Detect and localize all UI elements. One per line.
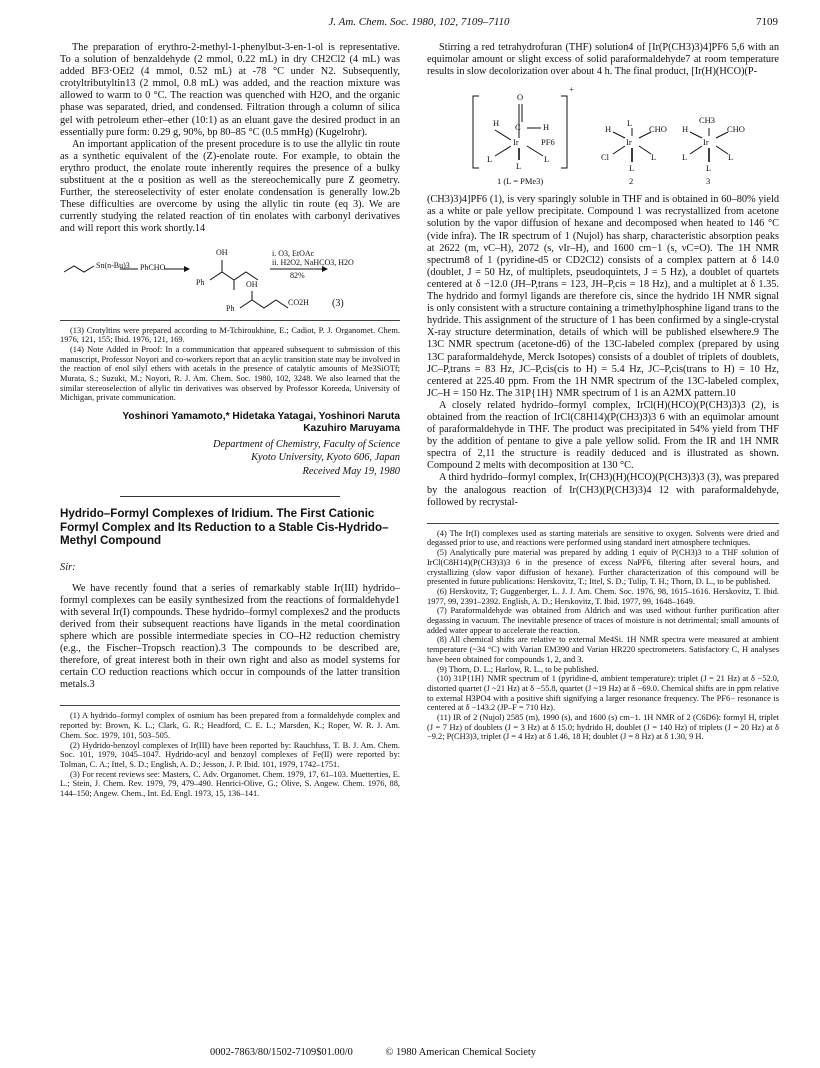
characterization-paragraph: (CH3)3)4]PF6 (1), is very sparingly soluble in THF and is obtained in 60–80% yield as a white or pale yellow precipitate. Compound 1 was recrystallized from acetone solution by the vapor diffusion of hexane and decomposed when heated to 146 °C (vide infra). The IR spectrum of 1 (Nujol) has sharp, characteristic absorption peaks at 2622 (m, νC–H), 2072 (s, νIr–H), and 1600 cm−1 (s, νC=O). The 1H NMR spectrum8 of 1 (pyridine-d5 or CD2Cl2) consists of a complex pattern at δ 14.0 (doublet, J = 50 Hz, of multiplets, pseudoquintets, J = 5 Hz), a doublet of quartets centered at δ −12.0 (JH–P,trans = 123, JH–P,cis = 18 Hz), and a multiplet at δ 1.35. The hydrido and formyl ligands are therefore cis, since the hydrido 1H NMR signal is only consistent with a structure containing a trimethylphosphine ligand trans to the hydride. This assignment of the structure of 1 has been confirmed by a single-crystal X-ray structure determination, details of which will be published elsewhere.9 The 13C NMR spectrum (acetone-d6) of the 13C-labeled complex (prepared by using 13C paraformaldehyde, Merck Isotopes) consists of a doublet of triplets of doublets, JC–P,trans = 83 Hz, JC–P,cis(cis to H) = 5.4 Hz, JC–P,cis(trans to H) = 10 Hz, centered at 225.40 ppm. From the 1H NMR spectrum of the 13C-labeled complex, JC–H = 150 Hz. The 31P{1H} NMR spectrum of 1 is an A2MX pattern.10 <box>427 194 779 399</box>
s2-chloride: Cl <box>601 152 610 163</box>
phenyl-label: Ph <box>196 277 205 287</box>
equation-number: (3) <box>332 297 344 309</box>
s3-ligand-right: L <box>728 152 734 163</box>
s3-methyl: CH3 <box>699 115 716 126</box>
footnote-10: (10) 31P{1H} NMR spectrum of 1 (pyridine-d, ambient temperature): triplet (J = 21 Hz) at δ −52.0, distorted quartet (J ~21 Hz) at δ −55.8, quartet (J ~19 Hz) at δ −69.0. Chemical shifts are in ppm relative to external H3PO4 with a positive shift signifying a larger resonance frequency. The PF6− resonance is centered at δ −143.2 (JP–F = 710 Hz). <box>427 674 779 713</box>
running-header <box>60 16 778 32</box>
s3-iridium: Ir <box>703 137 709 148</box>
footnote-8: (8) All chemical shifts are relative to external Me4Si. 1H NMR spectra were measured at ambient temperature (~34 °C) with Varian EM390 and Varian HR220 spectrometers. Satisfactory C, H analyses have been obtained for compounds 1, 2, and 3. <box>427 635 779 664</box>
left-column <box>60 42 400 799</box>
chloro-complex-paragraph: A closely related hydrido–formyl complex, IrCl(H)(HCO)(P(CH3)3)3 (2), is obtained from the reaction of IrCl(C8H14)(P(CH3)3)3 6 with an equimolar amount of paraformaldehyde in THF. The product was precipitated in 54% yield from THF by the addition of pentane to give a pale yellow solid. From the IR and 1H NMR spectra of 2,11 the structure is readily deduced and is illustrated as shown. Compound 2 melts with decomposition at 130 °C. <box>427 399 779 472</box>
s2-ligand-top: L <box>627 118 633 129</box>
compound-3-caption: 3 <box>706 176 711 187</box>
received-date: Received May 19, 1980 <box>302 465 400 477</box>
s1-oxygen: O <box>517 92 524 103</box>
s1-hydride: H <box>493 118 500 129</box>
s2-hydride: H <box>605 124 612 135</box>
footnote-6: (6) Herskovitz, T; Guggenberger, L. J. J. Am. Chem. Soc. 1976, 98, 1615–1616. Herskovitz, T. Ibid. 1977, 99, 2391–2392. English, A. D.; Herskovitz, T. Ibid. 1977, 99, 1648–1649. <box>427 586 779 606</box>
footnote-1: (1) A hydrido–formyl complex of osmium has been prepared from a formaldehyde complex and reported by: Brown, K. L.; Clark, G. R.; Headford, C. E. L.; Marsden, K.; Roper, W. R. J. Am. Chem. Soc. 1979, 101, 503–505. <box>60 711 400 740</box>
s1-formyl-h: H <box>543 122 550 133</box>
s2-ligand-right: L <box>651 152 657 163</box>
s2-formyl: CHO <box>649 124 667 135</box>
right-column <box>427 42 779 742</box>
synthesis-paragraph: Stirring a red tetrahydrofuran (THF) solution4 of [Ir(P(CH3)3)4]PF6 5,6 with an equimolar amount or slight excess of solid paraformaldehyde7 at room temperature results in slow decolorization over about 4 h. The final product, [Ir(H)(HCO)(P- <box>427 42 779 78</box>
procedure-paragraph: The preparation of erythro-2-methyl-1-phenylbut-3-en-1-ol is representative. To a solution of benzaldehyde (2 mmol, 0.22 mL) in dry CH2Cl2 (4 mL) was added BF3·OEt2 (4 mmol, 0.52 mL) at -78 °C under N2. Subsequently, crotyltributyltin13 (2 mmol, 0.8 mL) was added, and the reaction mixture was allowed to warm to 0 °C. The reaction was quenched with H2O, and the organic phase was separated, dried, and condensed. Filtration through a column of silica gel with petroleum ether–ether (10:1) as an eluant gave the desired product in an essentially pure form: 0.29 g, 90%, bp 80–85 °C (0.5 mmHg) (Kugelrohr). <box>60 42 400 138</box>
introduction-paragraph: We have recently found that a series of remarkably stable Ir(III) hydrido–formyl complexes can be easily synthesized from the reactions of formaldehyde1 with several Ir(I) compounds. These hydrido–formyl complexes2 and the products derived from their subsequent reactions have ligands in the metal coordination sphere which are possible intermediate species in CO–H2 reduction chemistry (e.g., the Fischer–Tropsch reaction).3 The compounds to be described are, therefore, of great interest both in their own right and also as model systems for certain CO reduction reactions which occur in compounds of the latter transition metals.3 <box>60 582 400 691</box>
salutation: Sir: <box>60 561 76 573</box>
application-paragraph: An important application of the present procedure is to use the allylic tin route as a synthetic equivalent of the (Z)-enolate route. For example, to obtain the erythro product, the enolate route inherently requires the presence of a bulky substituent at the α position as well as the stereochemically pure Z geometry. Further, the stereoselectivity of ester enolate condensation is generally low.2b These difficulties are overcome by using the allylic tin route (eq 3). We are currently studying the related reaction of tin enolates with carbonyl derivatives and will report this work shortly.14 <box>60 138 400 235</box>
footnote-divider <box>60 320 400 321</box>
compound-1-caption: 1 (L = PMe3) <box>497 176 544 187</box>
footnote-11: (11) IR of 2 (Nujol) 2585 (m), 1990 (s), and 1600 (s) cm−1. 1H NMR of 2 (C6D6): formyl H, triplet (J = 7 Hz) of doublets (J = 3 Hz) at δ 15.0; hydrido H, doublet (J = 140 Hz) of triplets (J = 20 Hz) at δ −9.2; P(CH3)3, triplet (J = 4 Hz) at δ 1.46, 18 H; doublet (J = 8 Hz) at δ 1.30, 9 H. <box>427 713 779 742</box>
conditions-step2: ii. H2O2, NaHCO3, H2O <box>272 257 354 267</box>
s3-hydride: H <box>682 124 689 135</box>
conditions-step1: i. O3, EtOAc <box>272 248 315 258</box>
authors-line-1: Yoshinori Yamamoto,* Hidetaka Yatagai, Yoshinori Naruta <box>122 411 400 423</box>
s1-iridium: Ir <box>513 137 519 148</box>
page-number: 7109 <box>756 16 778 28</box>
s3-formyl: CHO <box>727 124 745 135</box>
structures-figure <box>427 82 779 190</box>
compound-2-caption: 2 <box>629 176 634 187</box>
s2-ligand-bottom: L <box>629 163 635 174</box>
footnote-divider-right <box>427 523 779 524</box>
footnote-divider-2 <box>60 705 400 706</box>
s1-ligand-left: L <box>487 154 493 165</box>
hexafluorophosphate-label: PF6 <box>541 137 555 148</box>
product-phenyl-label: Ph <box>226 303 235 313</box>
scheme-drawing <box>60 242 400 312</box>
authors-line-2: Kazuhiro Maruyama <box>303 423 400 435</box>
article-code: 0002-7863/80/1502-7109$01.00/0 <box>210 1047 353 1058</box>
page-footer <box>210 1047 566 1058</box>
footnote-7: (7) Paraformaldehyde was obtained from Aldrich and was used without further purification after degassing in vacuum. The inevitable presence of traces of moisture is not detrimental; small amounts of added water appear to accelerate the reaction. <box>427 606 779 635</box>
s3-ligand-bottom: L <box>706 163 712 174</box>
affiliation-line-1: Department of Chemistry, Faculty of Science <box>213 439 400 451</box>
footnote-2: (2) Hydrido-benzoyl complexes of Ir(III) have been reported by: Rauchfuss, T. B. J. Am. Chem. Soc. 101, 1979, 1045–1047. Hydrido-acyl and benzoyl complexes of Fe(II) were reported by: Tolman, C. A.; Ittel, S. D.; English, A. D.; Jesson, J. P. Ibid. 101, 1979, 1742–1751. <box>60 740 400 769</box>
tributyltin-label: Sn(n-Bu)3 <box>96 260 130 270</box>
article-title: Hydrido–Formyl Complexes of Iridium. The First Cationic Formyl Complex and Its Reduction to a Stable Cis-Hydrido–Methyl Compound <box>60 507 389 548</box>
s2-iridium: Ir <box>626 137 632 148</box>
product-hydroxyl-label: OH <box>246 279 258 289</box>
journal-citation: J. Am. Chem. Soc. 1980, 102, 7109–7110 <box>328 16 510 28</box>
affiliation-line-2: Kyoto University, Kyoto 606, Japan <box>251 451 400 463</box>
footnote-9: (9) Thorn, D. L.; Harlow, R. L., to be published. <box>437 664 599 674</box>
yield-label: 82% <box>290 270 305 280</box>
article-separator <box>120 496 340 497</box>
structures-drawing <box>427 82 779 190</box>
s1-ligand-right: L <box>544 154 550 165</box>
s3-ligand-left: L <box>682 152 688 163</box>
s1-ligand-bottom: L <box>516 161 522 172</box>
footnote-13: (13) Crotyltins were prepared according to M-Tchiroukhine, E.; Cadiot, P. J. Organomet. Chem. 1976, 121, 155; Ibid. 1976, 121, 169. <box>60 325 400 345</box>
copyright-notice: © 1980 American Chemical Society <box>385 1047 536 1058</box>
benzaldehyde-label: PhCHO <box>140 262 166 272</box>
carboxylic-acid-label: CO2H <box>288 297 309 307</box>
footnote-4: (4) The Ir(I) complexes used as starting materials are sensitive to oxygen. Solvents were dried and degassed prior to use, and reactions were performed using standard inert atmosphere techniques. <box>427 528 779 548</box>
hydroxyl-label: OH <box>216 247 228 257</box>
footnote-5: (5) Analytically pure material was prepared by adding 1 equiv of P(CH3)3 to a THF solution of IrCl(C8H14)(P(CH3)3)3 6 in the presence of excess NaPF6, filtering after several hours, and crystallizing (slow vapor diffusion of hexane). Further characterization of this compound will be presented in future publications: Herskovitz, T.; Ittel, S. D.; Tulip, T. H.; Thorn, D. L., to be published. <box>427 548 779 587</box>
methyl-complex-paragraph: A third hydrido–formyl complex, Ir(CH3)(H)(HCO)(P(CH3)3)3 (3), was prepared by the analogous reaction of Ir(CH3)(P(CH3)3)4 12 with paraformaldehyde, followed by recrystal- <box>427 472 779 508</box>
reaction-scheme-eq3 <box>60 242 400 312</box>
footnote-14: (14) Note Added in Proof: In a communication that appeared subsequent to submission of this manuscript, Professor Noyori and co-workers report that an acylic transition state may be involved in the reaction of enol silyl ethers with acetals in the presence of catalytic amounts of Me3SiOTf; Murata, S.; Suzuki, M.; Noyori, R. J. Am. Chem. Soc. 1980, 102, 3248. We also learned that the similar stereoselection of allylic tin derivatives was observed by Professor Koreeda, University of Michigan, private communication. <box>60 344 400 403</box>
s1-carbon: C <box>515 122 521 133</box>
cation-charge: + <box>569 84 574 95</box>
footnote-3: (3) For recent reviews see: Masters, C. Adv. Organomet. Chem. 1979, 17, 61–103. Muetterties, E. L.; Stein, J. Chem. Rev. 1979, 79, 479–490. Henrici-Olive, G.; Olive, S. Angew. Chem. 1976, 88, 144–150; Angew. Chem., Int. Ed. Engl. 1973, 15, 136–141. <box>60 769 400 799</box>
